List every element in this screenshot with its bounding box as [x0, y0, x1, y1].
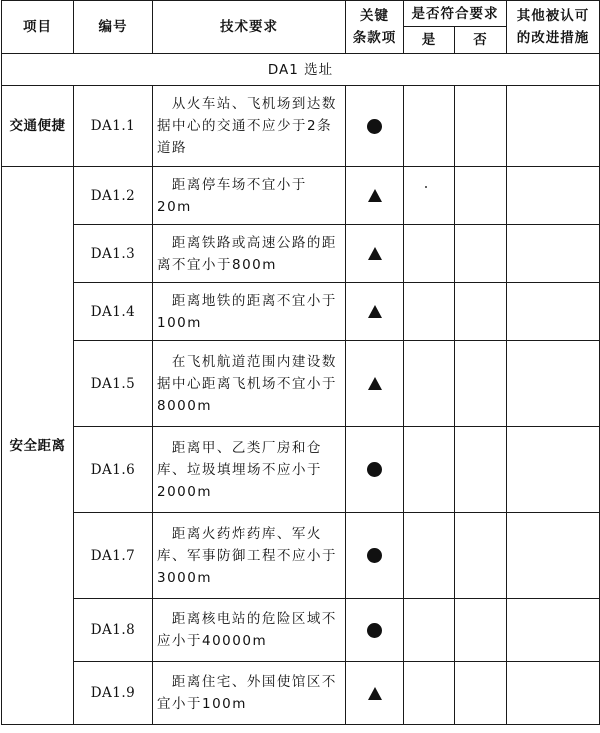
yes-cell[interactable]: [404, 662, 455, 725]
key-mark-cell: [346, 86, 404, 167]
header-other-line1: 其他被认可: [516, 8, 590, 24]
header-key-line1: 关键: [360, 8, 389, 24]
table-row: [2, 283, 600, 341]
table-row: [2, 427, 600, 513]
row-requirement: 距离停车场不宜小于20m: [153, 167, 346, 225]
no-cell[interactable]: [455, 599, 507, 662]
key-mark-cell: [346, 513, 404, 599]
circle-icon: [367, 548, 382, 563]
category-transport: 交通便捷: [2, 86, 74, 167]
triangle-icon: [368, 377, 382, 390]
yes-cell[interactable]: [404, 167, 455, 225]
row-requirement: 距离地铁的距离不宜小于100m: [153, 283, 346, 341]
no-cell[interactable]: [455, 167, 507, 225]
triangle-icon: [368, 247, 382, 260]
no-cell[interactable]: [455, 86, 507, 167]
yes-cell[interactable]: [404, 225, 455, 283]
row-requirement: 从火车站、飞机场到达数据中心的交通不应少于2条道路: [153, 86, 346, 167]
row-requirement: 在飞机航道范围内建设数据中心距离飞机场不宜小于8000m: [153, 341, 346, 427]
triangle-icon: [368, 189, 382, 202]
other-measures-cell[interactable]: [507, 513, 600, 599]
row-code: DA1.6: [74, 427, 153, 513]
speck-mark: [425, 186, 427, 188]
key-mark-cell: [346, 283, 404, 341]
key-mark-cell: [346, 167, 404, 225]
yes-cell[interactable]: [404, 283, 455, 341]
row-requirement: 距离住宅、外国使馆区不宜小于100m: [153, 662, 346, 725]
triangle-icon: [368, 687, 382, 700]
other-measures-cell[interactable]: [507, 283, 600, 341]
other-measures-cell[interactable]: [507, 599, 600, 662]
key-mark-cell: [346, 341, 404, 427]
other-measures-cell[interactable]: [507, 427, 600, 513]
header-code: 编号: [74, 1, 153, 54]
table-row: [2, 513, 600, 599]
yes-cell[interactable]: [404, 341, 455, 427]
circle-icon: [367, 623, 382, 638]
yes-cell[interactable]: [404, 427, 455, 513]
checklist-table: [1, 0, 600, 725]
no-cell[interactable]: [455, 427, 507, 513]
triangle-icon: [368, 305, 382, 318]
header-compliance: 是否符合要求: [404, 1, 507, 27]
row-code: DA1.1: [74, 86, 153, 167]
header-key-line2: 条款项: [352, 30, 397, 46]
other-measures-cell[interactable]: [507, 167, 600, 225]
header-other-measures: [507, 1, 600, 54]
row-requirement: 距离铁路或高速公路的距离不宜小于800m: [153, 225, 346, 283]
yes-cell[interactable]: [404, 513, 455, 599]
header-key-clause: [346, 1, 404, 54]
no-cell[interactable]: [455, 662, 507, 725]
key-mark-cell: [346, 599, 404, 662]
section-title: DA1 选址: [2, 54, 600, 86]
no-cell[interactable]: [455, 513, 507, 599]
table-row: [2, 167, 600, 225]
row-requirement: 距离核电站的危险区域不应小于40000m: [153, 599, 346, 662]
other-measures-cell[interactable]: [507, 86, 600, 167]
table-row: [2, 86, 600, 167]
header-no: 否: [455, 27, 507, 54]
yes-cell[interactable]: [404, 599, 455, 662]
row-code: DA1.7: [74, 513, 153, 599]
row-code: DA1.9: [74, 662, 153, 725]
no-cell[interactable]: [455, 225, 507, 283]
row-code: DA1.2: [74, 167, 153, 225]
circle-icon: [367, 462, 382, 477]
row-requirement: 距离甲、乙类厂房和仓库、垃圾填埋场不应小于2000m: [153, 427, 346, 513]
key-mark-cell: [346, 662, 404, 725]
table-row: [2, 662, 600, 725]
other-measures-cell[interactable]: [507, 662, 600, 725]
other-measures-cell[interactable]: [507, 341, 600, 427]
table-row: [2, 225, 600, 283]
row-code: DA1.3: [74, 225, 153, 283]
no-cell[interactable]: [455, 341, 507, 427]
header-other-line2: 的改进措施: [516, 30, 590, 46]
key-mark-cell: [346, 225, 404, 283]
other-measures-cell[interactable]: [507, 225, 600, 283]
header-yes: 是: [404, 27, 455, 54]
circle-icon: [367, 119, 382, 134]
row-code: DA1.5: [74, 341, 153, 427]
header-item: 项目: [2, 1, 74, 54]
table-row: [2, 341, 600, 427]
row-code: DA1.4: [74, 283, 153, 341]
category-safety: 安全距离: [2, 167, 74, 725]
row-requirement: 距离火药炸药库、军火库、军事防御工程不应小于3000m: [153, 513, 346, 599]
table-row: [2, 599, 600, 662]
no-cell[interactable]: [455, 283, 507, 341]
yes-cell[interactable]: [404, 86, 455, 167]
key-mark-cell: [346, 427, 404, 513]
row-code: DA1.8: [74, 599, 153, 662]
header-requirement: 技术要求: [153, 1, 346, 54]
